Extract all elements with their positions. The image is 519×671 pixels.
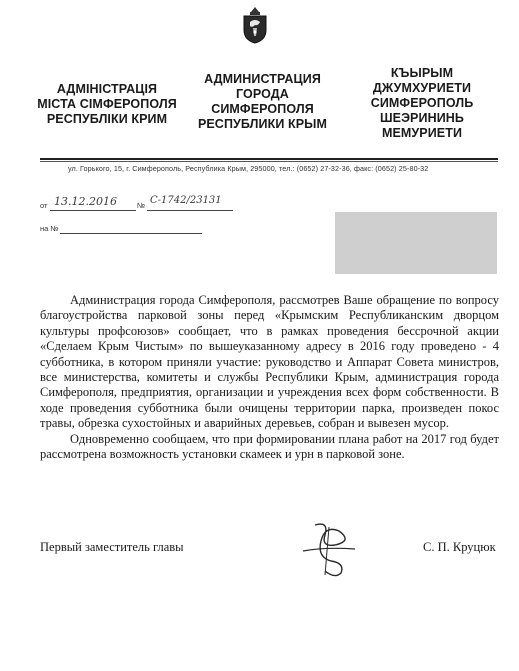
header-divider [40, 158, 498, 160]
header-russian [190, 72, 335, 132]
header-divider-thin [40, 161, 498, 162]
header-cr-line: ШЕЭРИНИНЬ [379, 111, 465, 125]
signatory-title: Первый заместитель главы [40, 540, 184, 554]
header-ua-line: МІСТА СІМФЕРОПОЛЯ [37, 97, 177, 111]
coat-of-arms-emblem [241, 6, 269, 44]
header-ua-line: РЕСПУБЛІКИ КРИМ [46, 112, 168, 126]
signatory-name: С. П. Круцюк [423, 540, 496, 554]
letter-body [40, 293, 499, 462]
address-line: ул. Горького, 15, г. Симферополь, Республика Крым, 295000, тел.: (0652) 27-32-36, факс: (0652) 25-80-32 [68, 164, 429, 173]
redacted-addressee [335, 212, 497, 274]
number-underline [147, 210, 233, 211]
header-ukrainian [32, 82, 182, 127]
header-ru-line: АДМИНИСТРАЦИЯ [204, 72, 321, 86]
date-underline [50, 210, 136, 211]
reference-underline [60, 233, 202, 234]
body-paragraph: Одновременно сообщаем, что при формировании плана работ на 2017 год будет рассмотрена возможность установки скамеек и урн в парковой зоне. [40, 431, 499, 462]
header-ua-line: АДМІНІСТРАЦІЯ [56, 82, 158, 96]
header-cr-line: КЪЫРЫМ [390, 66, 454, 80]
handwritten-number: С-1742/23131 [150, 195, 222, 206]
header-cr-line: ДЖУМХУРИЕТИ [372, 81, 472, 95]
header-ru-line: РЕСПУБЛИКИ КРЫМ [197, 117, 328, 131]
header-ru-line: ГОРОДА [236, 87, 289, 101]
header-cr-line: МЕМУРИЕТИ [381, 126, 463, 140]
from-label: от [40, 201, 48, 210]
handwritten-date: 13.12.2016 [54, 195, 117, 208]
header-crimean-tatar [352, 66, 492, 141]
reference-label: на № [40, 224, 59, 233]
handwritten-signature [295, 517, 365, 579]
body-paragraph: Администрация города Симферополя, рассмотрев Ваше обращение по вопросу благоустройства парковой зоны перед «Крымским Республиканским дворцом культуры профсоюзов» сообщает, что в рамках проведения бессрочной акции «Сделаем Крым Чистым» по вышеуказанному адресу в 2016 году проведено - 4 субботника, в котором приняли участие: руководство и Аппарат Совета министров, все министерства, комитеты и службы Республики Крым, администрация города Симферополя, предприятия, организации и учреждения всех форм собственности. В ходе проведения субботника были очищены территории парка, произведен покос травы, обрезка сухостойных и аварийных деревьев, собран и вывезен мусор. [40, 293, 499, 431]
header-cr-line: СИМФЕРОПОЛЬ [370, 96, 474, 110]
number-label: № [137, 201, 146, 210]
header-ru-line: СИМФЕРОПОЛЯ [211, 102, 314, 116]
